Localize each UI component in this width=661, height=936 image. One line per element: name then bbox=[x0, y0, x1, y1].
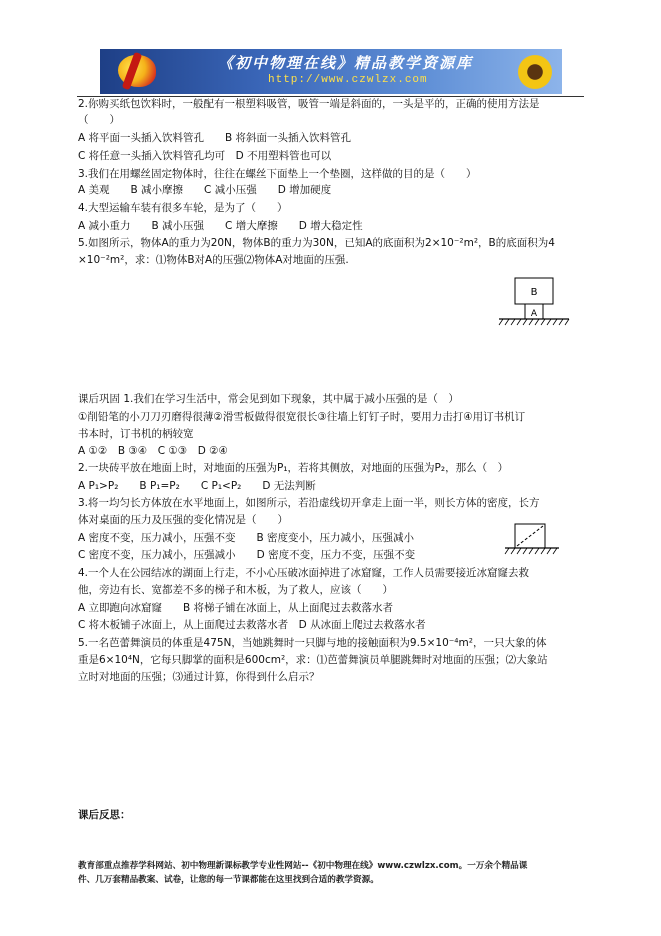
question-line: ×10⁻²m²，求：⑴物体B对A的压强⑵物体A对地面的压强. bbox=[78, 254, 349, 266]
question-line: 2.你购买纸包饮料时，一般配有一根塑料吸管，吸管一端是斜面的，一头是平的，正确的使用方法是 bbox=[78, 98, 540, 110]
question-line: 立时对地面的压强；⑶通过计算，你得到什么启示？ bbox=[78, 671, 320, 683]
question-line: 体对桌面的压力及压强的变化情况是（ ） bbox=[78, 514, 288, 526]
question-line: 4.一个人在公园结冰的湖面上行走，不小心压破冰面掉进了冰窟窿，工作人员需要接近冰窟窿去救 bbox=[78, 567, 530, 579]
option-line: A 减小重力 B 减小压强 C 增大摩擦 D 增大稳定性 bbox=[78, 220, 363, 232]
question-line: ①削铅笔的小刀刀刃磨得很薄②滑雪板做得很宽很长③往墙上钉钉子时，要用力击打④用订书机订 bbox=[78, 411, 526, 423]
option-line: C 将任意一头插入饮料管孔均可 D 不用塑料管也可以 bbox=[78, 150, 332, 162]
option-line: A ①② B ③④ C ①③ D ②④ bbox=[78, 445, 228, 457]
footer-line: 教育部重点推荐学科网站、初中物理新课标教学专业性网站--《初中物理在线》www.czwlzx.com。一万余个精品课 bbox=[78, 861, 528, 871]
ground-hatch bbox=[505, 548, 557, 554]
sunflower-icon bbox=[516, 53, 554, 91]
banner-url[interactable]: http://www.czwlzx.com bbox=[268, 74, 428, 86]
question-line: 书本时，订书机的柄较宽 bbox=[78, 428, 194, 440]
option-line: A 美观 B 减小摩擦 C 减小压强 D 增加硬度 bbox=[78, 184, 332, 196]
question-line: 重是6×10⁴N，它每只脚掌的面积是600cm²，求：⑴芭蕾舞演员单腿跳舞时对地面的压强；⑵大象站 bbox=[78, 654, 548, 666]
block-a-label: A bbox=[530, 309, 538, 319]
question-line: 5.一名芭蕾舞演员的体重是475N，当她跳舞时一只脚与地的接触面积为9.5×10⁻⁴m²，一只大象的体 bbox=[78, 637, 547, 649]
figure-blocks-a-b bbox=[497, 276, 571, 328]
question-line: 5.如图所示，物体A的重力为20N，物体B的重力为30N，已知A的底面积为2×10⁻²m²，B的底面积为4 bbox=[78, 237, 555, 249]
question-line: 2.一块砖平放在地面上时，对地面的压强为P₁，若将其侧放，对地面的压强为P₂，那么（ ） bbox=[78, 462, 509, 474]
header-banner bbox=[100, 49, 562, 94]
option-line: C 密度不变，压力减小，压强减小 D 密度不变，压力不变，压强不变 bbox=[78, 549, 416, 561]
banner-title: 《初中物理在线》精品教学资源库 bbox=[218, 54, 474, 72]
option-line: A 密度不变，压力减小，压强不变 B 密度变小，压力减小，压强减小 bbox=[78, 532, 415, 544]
question-line: 3.我们在用螺丝固定物体时，往往在螺丝下面垫上一个垫圈，这样做的目的是（ ） bbox=[78, 168, 477, 180]
ground-hatch bbox=[499, 319, 569, 325]
question-line: 他，旁边有长、宽都差不多的梯子和木板，为了救人，应该（ ） bbox=[78, 584, 393, 596]
option-line: A P₁>P₂ B P₁=P₂ C P₁<P₂ D 无法判断 bbox=[78, 480, 316, 492]
question-line: 4.大型运输车装有很多车轮，是为了（ ） bbox=[78, 202, 288, 214]
question-line: 课后巩固 1.我们在学习生活中，常会见到如下现象，其中属于减小压强的是（ ） bbox=[78, 393, 459, 405]
block-b-label: B bbox=[530, 287, 538, 298]
question-line: （ ） bbox=[78, 114, 120, 126]
question-line: 3.将一均匀长方体放在水平地面上，如图所示，若沿虚线切开拿走上面一半，则长方体的密度，长方 bbox=[78, 497, 540, 509]
reflection-heading: 课后反思： bbox=[78, 809, 131, 821]
option-line: A 立即跑向冰窟窿 B 将梯子铺在冰面上，从上面爬过去救落水者 bbox=[78, 602, 394, 614]
footer-line: 件、几万套精品教案、试卷，让您的每一节课都能在这里找到合适的教学资源。 bbox=[78, 875, 379, 885]
option-line: C 将木板铺子冰面上，从上面爬过去救落水者 D 从冰面上爬过去救落水者 bbox=[78, 619, 426, 631]
figure-cuboid-cut bbox=[503, 522, 561, 556]
option-line: A 将平面一头插入饮料管孔 B 将斜面一头插入饮料管孔 bbox=[78, 132, 352, 144]
